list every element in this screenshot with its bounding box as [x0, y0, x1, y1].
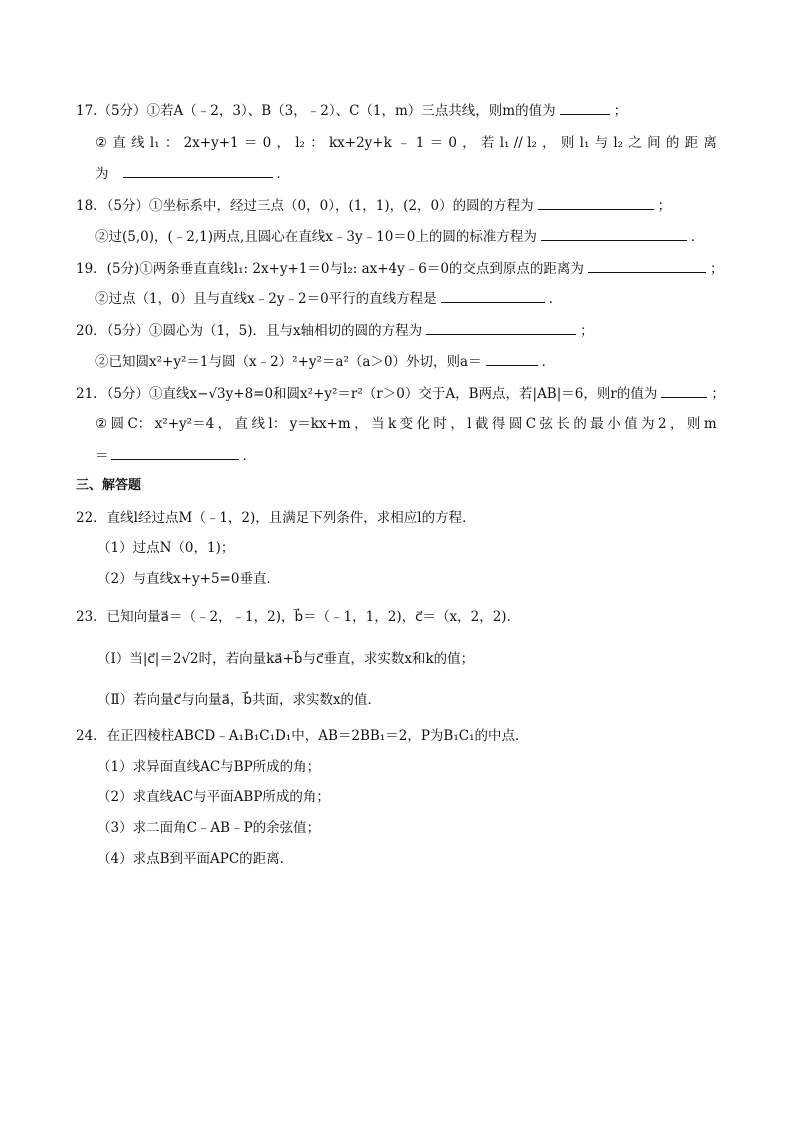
text-segment: x²+y²＝4 — [154, 416, 215, 432]
text-segment: ， — [450, 416, 464, 432]
text-segment: l₁ — [149, 135, 160, 151]
text-segment: 1 — [415, 135, 425, 151]
q22-stem: 22．直线l经过点M（﹣1，2)，且满足下列条件，求相应l的方程． — [76, 510, 476, 526]
text-segment: 则 — [686, 416, 701, 432]
text-segment: 2x+y+1 — [183, 135, 239, 151]
answer-blank[interactable] — [588, 258, 706, 273]
text-segment: l₁ // l₂ — [499, 135, 537, 151]
answer-blank[interactable] — [111, 445, 239, 460]
text-segment: 2 — [657, 416, 667, 432]
answer-blank[interactable] — [661, 383, 707, 398]
text-segment: ， — [217, 416, 232, 432]
q20-line2: ②已知圆x²+y²＝1与圆（x﹣2）²+y²＝a²（a＞0）外切，则a＝ ． — [95, 351, 555, 372]
text-segment: 化 — [416, 416, 430, 432]
text-segment: 离 — [703, 135, 717, 151]
text-segment: 之 — [628, 135, 642, 151]
q17-line3: 为 ． — [95, 163, 290, 184]
section-title: 三、解答题 — [76, 478, 142, 493]
text-segment: 与 — [594, 135, 609, 151]
q24-part2: （2）求直线AC与平面ABP所成的角； — [97, 789, 330, 805]
text-segment: 圆 — [110, 416, 125, 432]
q24-stem: 24．在正四棱柱ABCD﹣A₁B₁C₁D₁中，AB＝2BB₁＝2，P为B₁C₁的中点． — [76, 728, 529, 744]
text-segment: 小 — [607, 416, 621, 432]
text-segment: 为 — [641, 416, 655, 432]
q20-line1: 20．（5分）①圆心为（1，5)．且与x轴相切的圆的方程为 ； — [76, 320, 594, 341]
q22-part2: （2）与直线x+y+5=0垂直． — [97, 571, 280, 587]
q22-part1: （1）过点N（0，1)； — [97, 540, 235, 556]
text-segment: ： — [164, 135, 179, 151]
text-segment: ＝ — [243, 135, 258, 151]
text-segment: 的 — [665, 135, 680, 151]
text-segment: l₂ — [295, 135, 305, 151]
text-segment: C： — [127, 416, 152, 432]
text-segment: ， — [354, 416, 368, 432]
text-segment: 圆 — [508, 416, 523, 432]
answer-blank[interactable] — [441, 288, 545, 303]
text-segment: 最 — [590, 416, 604, 432]
answer-blank[interactable] — [123, 163, 273, 178]
text-segment: m — [703, 416, 717, 432]
text-segment: 线 — [251, 416, 265, 432]
q24-part4: （4）求点B到平面APC的距离． — [97, 851, 294, 867]
text-segment: ， — [462, 135, 476, 151]
answer-blank[interactable] — [538, 195, 654, 210]
text-segment: ＝ — [429, 135, 444, 151]
answer-blank[interactable] — [541, 226, 687, 241]
answer-blank[interactable] — [560, 100, 610, 115]
q21-line2 — [95, 414, 717, 434]
text-segment: ， — [542, 135, 556, 151]
q23-stem: 23．已知向量a⃗＝（﹣2，﹣1，2)，b⃗＝（﹣1，1，2)，c⃗＝（x，2，2)． — [76, 609, 521, 625]
text-segment: 得 — [491, 416, 506, 432]
q19-line2: ②过点（1，0）且与直线x﹣2y﹣2＝0平行的直线方程是 ． — [95, 288, 562, 309]
q23-part1: （Ⅰ）当|c⃗|＝2√2时，若向量ka⃗+b⃗与c⃗垂直，求实数x和k的值； — [97, 651, 475, 667]
text-segment: 的 — [573, 416, 587, 432]
q21-line3: ＝ ． — [95, 445, 256, 466]
text-segment: 间 — [647, 135, 661, 151]
answer-blank[interactable] — [426, 320, 576, 335]
answer-blank[interactable] — [486, 351, 538, 366]
text-segment: 线 — [131, 135, 145, 151]
q17-line1: 17.（5分）①若A（﹣2，3）、B（3，﹣2）、C（1，m）三点共线，则m的值为 ； — [76, 100, 627, 121]
text-segment: 距 — [684, 135, 699, 151]
text-segment: 当 — [371, 416, 385, 432]
text-segment: ② — [95, 416, 108, 432]
text-segment: 值 — [624, 416, 638, 432]
text-segment: 弦 — [539, 416, 554, 432]
text-segment: l： — [268, 416, 287, 432]
q17-text: 17.（5分）①若A（﹣2，3）、B（3，﹣2）、C（1，m）三点共线，则m的值为 — [76, 103, 556, 119]
text-segment: ， — [276, 135, 290, 151]
text-segment: 若 — [480, 135, 495, 151]
q23-part2: （Ⅱ）若向量c⃗与向量a⃗，b⃗共面，求实数x的值． — [97, 692, 382, 708]
text-segment: 0 — [262, 135, 272, 151]
text-segment: ， — [669, 416, 684, 432]
text-segment: kx+2y+k — [328, 135, 392, 151]
text-segment: 直 — [112, 135, 126, 151]
q24-part1: （1）求异面直线AC与BP所成的角； — [97, 759, 321, 775]
text-segment: l — [467, 416, 472, 432]
q18-line1: 18．（5分）①坐标系中，经过三点（0，0），(1，1)，(2，0）的圆的方程为 ； — [76, 195, 671, 216]
text-segment: y＝kx+m — [289, 416, 351, 432]
text-segment: 截 — [474, 416, 489, 432]
q24-part3: （3）求二面角C﹣AB﹣P的余弦值； — [97, 820, 321, 836]
text-segment: C — [525, 416, 537, 432]
q21-line1: 21．（5分）①直线x−√3y+8=0和圆x²+y²＝r²（r＞0）交于A，B两点，若|AB|＝6，则r的值为 ； — [76, 383, 725, 404]
text-segment: k — [387, 416, 397, 432]
q17-line2 — [95, 133, 717, 153]
text-segment: 0 — [448, 135, 457, 151]
text-segment: 长 — [556, 416, 570, 432]
text-segment: l₂ — [613, 135, 624, 151]
text-segment: ② — [95, 135, 108, 151]
text-segment: 时 — [433, 416, 447, 432]
text-segment: 变 — [399, 416, 414, 432]
text-segment: l₁ — [579, 135, 590, 151]
q19-line1: 19．(5分)①两条垂直直线l₁: 2x+y+1＝0与l₂: ax+4y﹣6＝0的交点到原点的距离为 ； — [76, 258, 723, 279]
q18-line2: ②过(5,0)，(﹣2,1)两点,且圆心在直线x﹣3y﹣10＝0上的圆的标准方程为 ． — [95, 226, 704, 247]
text-segment: ： — [310, 135, 324, 151]
text-segment: 直 — [234, 416, 249, 432]
text-segment: ﹣ — [397, 135, 411, 151]
text-segment: 则 — [560, 135, 575, 151]
